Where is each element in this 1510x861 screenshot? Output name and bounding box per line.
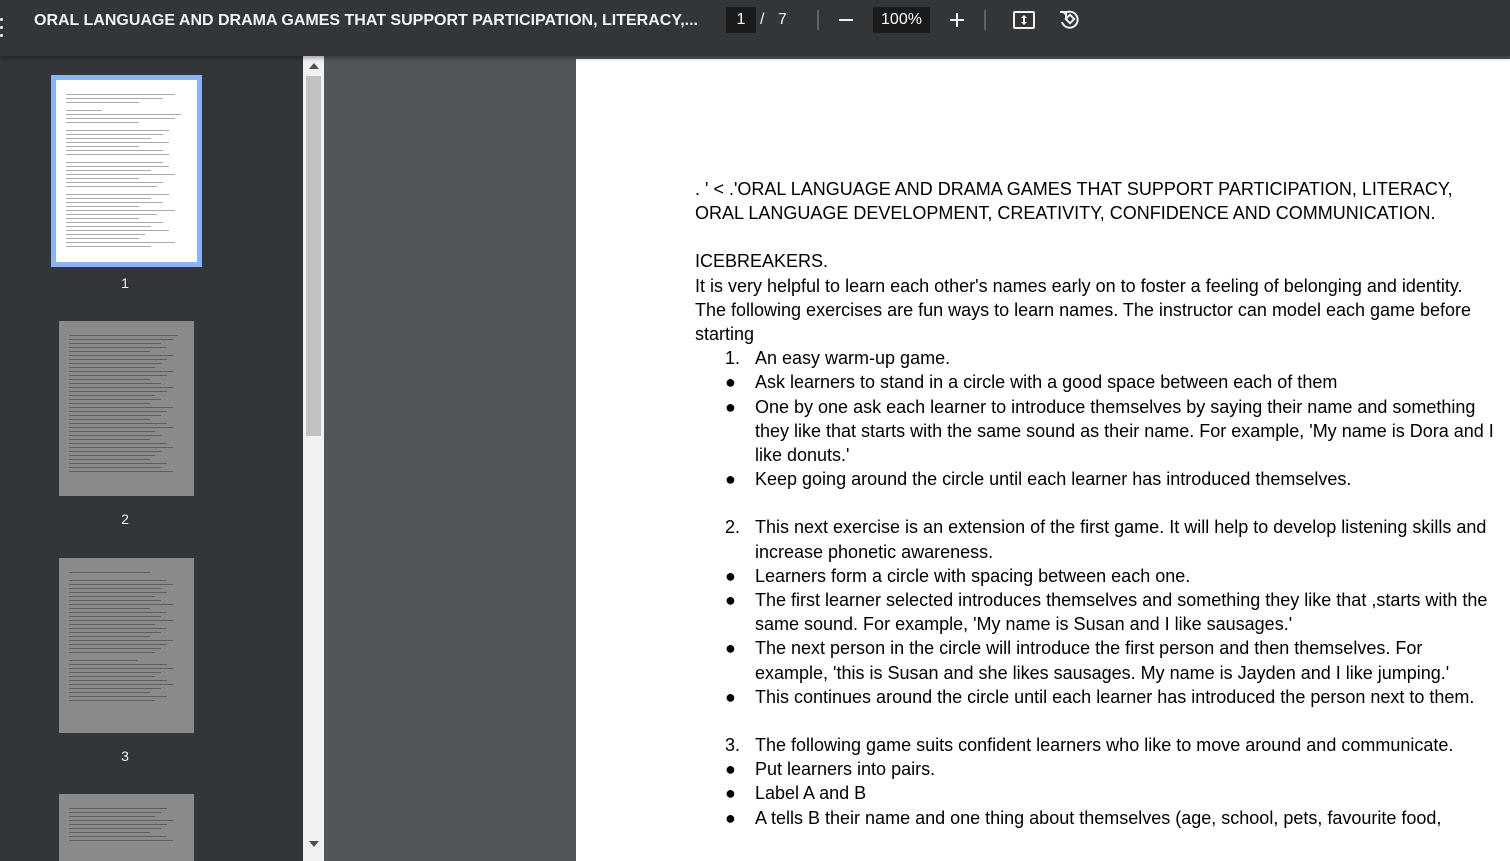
- thumbnail-text-line: [66, 102, 139, 103]
- thumbnail-label: 3: [121, 748, 129, 764]
- thumbnail-text-line: [66, 94, 175, 95]
- list-item-text: Label A and B: [755, 783, 867, 804]
- thumbnail-text-line: [69, 588, 161, 589]
- thumbnail-text-line: [69, 423, 167, 424]
- thumbnail-text-line: [66, 110, 102, 111]
- thumbnail-text-line: [69, 640, 173, 641]
- list-item-text: A tells B their name and one thing about themselves (age, school, pets, favourite food,: [755, 807, 1442, 828]
- thumbnail-text-line: [69, 824, 167, 825]
- bullet: ●: [725, 372, 736, 393]
- list-item: [695, 733, 1495, 757]
- thumbnail-text-line: [69, 668, 173, 669]
- thumbnail-text-line: [69, 415, 161, 416]
- list-item-text: The following game suits confident learners who like to move around and communicate.: [755, 735, 1454, 756]
- toolbar-divider: [817, 10, 819, 30]
- thumbnail-text-line: [69, 363, 161, 364]
- thumbnail-text-line: [69, 443, 167, 444]
- thumbnail-text-line: [69, 580, 167, 581]
- thumbnail-text-line: [69, 584, 173, 585]
- thumbnail-text-line: [66, 170, 151, 171]
- thumbnail-text-line: [69, 672, 161, 673]
- list-item: [695, 564, 1495, 588]
- thumbnail-text-line: [69, 692, 150, 693]
- thumbnail-text-line: [69, 371, 173, 372]
- total-pages: 7: [778, 11, 787, 28]
- thumbnail-text-line: [69, 447, 173, 448]
- list-number: 1.: [725, 348, 741, 369]
- thumbnail-text-line: [66, 246, 151, 247]
- list-item-text: This next exercise is an extension of the first game. It will help to develop listening skills and increase phonetic awareness.: [755, 517, 1487, 562]
- bullet: ●: [725, 590, 736, 611]
- page-thumbnail-4[interactable]: [59, 794, 194, 861]
- rotate-icon: [1057, 8, 1081, 32]
- thumbnail-text-line: [69, 463, 167, 464]
- zoom-in-button[interactable]: [941, 4, 973, 36]
- thumbnail-text-line: [69, 375, 167, 376]
- toolbar: [0, 0, 1510, 56]
- thumbnail-text-line: [66, 202, 163, 203]
- thumbnail-text-line: [66, 210, 175, 211]
- thumbnail-text-line: [66, 234, 145, 235]
- fit-page-button[interactable]: [1008, 4, 1040, 36]
- fit-page-icon: [1012, 8, 1036, 32]
- thumbnail-text-line: [66, 238, 139, 239]
- list-item-text: An easy warm-up game.: [755, 348, 951, 369]
- zoom-out-icon: [837, 11, 855, 29]
- scrollbar-thumb[interactable]: [306, 76, 321, 436]
- toolbar-divider: [984, 10, 986, 30]
- thumbnail-text-line: [69, 648, 161, 649]
- list-item: [695, 346, 1495, 370]
- thumbnail-text-line: [66, 130, 169, 131]
- thumbnail-text-line: [69, 808, 167, 809]
- thumbnail-text-line: [69, 632, 161, 633]
- thumbnail-text-line: [69, 840, 173, 841]
- thumbnail-text-line: [66, 154, 169, 155]
- sidebar-scrollbar[interactable]: [303, 56, 324, 861]
- thumbnail-text-line: [66, 222, 163, 223]
- thumbnail-text-line: [69, 395, 155, 396]
- page-number-input[interactable]: [726, 7, 756, 33]
- scroll-down-arrow-icon[interactable]: [309, 841, 319, 847]
- page-thumbnail-1[interactable]: [56, 80, 197, 262]
- thumbnail-label: 1: [121, 275, 129, 291]
- thumbnail-text-line: [69, 431, 155, 432]
- thumbnail-text-line: [66, 114, 181, 115]
- thumbnail-text-line: [69, 419, 150, 420]
- list-item: [695, 806, 1495, 830]
- list-item-text: Ask learners to stand in a circle with a good space between each of them: [755, 372, 1338, 393]
- thumbnail-text-line: [69, 387, 173, 388]
- list-item-text: Keep going around the circle until each learner has introduced themselves.: [755, 469, 1352, 490]
- zoom-out-button[interactable]: [830, 4, 862, 36]
- bullet: ●: [725, 759, 736, 780]
- thumbnail-text-line: [69, 347, 167, 348]
- list-item-text: The next person in the circle will introduce the first person and then themselves. For example, 'this is Susan and she likes sausages. My name is Jayden and I like jumping.': [755, 638, 1450, 683]
- thumbnail-text-line: [69, 700, 155, 701]
- scroll-up-arrow-icon[interactable]: [309, 63, 319, 69]
- thumbnail-text-line: [69, 604, 173, 605]
- bullet: ●: [725, 638, 736, 659]
- section-title: ICEBREAKERS.: [695, 251, 829, 272]
- thumbnail-text-line: [66, 162, 163, 163]
- thumbnail-text-line: [69, 351, 150, 352]
- thumbnail-sidebar: [0, 56, 324, 861]
- thumbnail-text-line: [66, 242, 175, 243]
- list-item: [695, 395, 1495, 468]
- thumbnail-text-line: [66, 118, 175, 119]
- thumbnail-text-line: [69, 596, 155, 597]
- thumbnail-text-line: [69, 399, 161, 400]
- list-item: [695, 467, 1495, 491]
- thumbnail-text-line: [69, 439, 150, 440]
- thumbnail-text-line: [69, 828, 161, 829]
- list-item: [695, 781, 1495, 805]
- thumbnail-text-line: [66, 178, 139, 179]
- game-list-3: [695, 733, 1495, 830]
- game-list-1: [695, 346, 1495, 491]
- page-separator: /: [760, 11, 765, 28]
- thumbnail-text-line: [66, 182, 163, 183]
- thumbnail-text-line: [69, 680, 167, 681]
- thumbnail-text-line: [69, 816, 155, 817]
- menu-icon[interactable]: [0, 10, 8, 46]
- thumbnail-text-line: [69, 572, 150, 573]
- thumbnail-text-line: [66, 214, 157, 215]
- thumbnail-text-line: [66, 146, 139, 147]
- bullet: ●: [725, 686, 736, 707]
- thumbnail-text-line: [69, 608, 150, 609]
- thumbnail-text-line: [66, 134, 163, 135]
- bullet: ●: [725, 469, 736, 490]
- thumbnail-text-line: [69, 383, 161, 384]
- thumbnail-text-line: [69, 696, 167, 697]
- bullet: ●: [725, 565, 736, 586]
- thumbnail-text-line: [69, 820, 173, 821]
- list-item-text: Learners form a circle with spacing between each one.: [755, 565, 1191, 586]
- thumbnail-text-line: [66, 142, 169, 143]
- thumbnail-text-line: [69, 427, 173, 428]
- thumbnail-text-line: [69, 616, 161, 617]
- thumbnail-text-line: [69, 467, 161, 468]
- list-item: [695, 588, 1495, 636]
- thumbnail-text-line: [66, 198, 151, 199]
- thumbnail-text-line: [69, 620, 173, 621]
- thumbnail-text-line: [69, 628, 167, 629]
- thumbnail-text-line: [66, 230, 169, 231]
- thumbnail-text-line: [69, 664, 167, 665]
- thumbnail-text-line: [66, 194, 169, 195]
- list-item-text: The first learner selected introduces themselves and something they like that ,starts with the same sound. For example, 'My name is Susan and I like sausages.': [755, 590, 1488, 635]
- thumbnail-text-line: [69, 455, 155, 456]
- bullet: ●: [725, 396, 736, 417]
- thumbnail-text-line: [69, 407, 173, 408]
- list-item-text: Put learners into pairs.: [755, 759, 936, 780]
- thumbnail-text-line: [69, 652, 155, 653]
- thumbnail-text-line: [69, 600, 161, 601]
- thumbnail-text-line: [69, 471, 173, 472]
- list-item: [695, 370, 1495, 394]
- thumbnail-text-line: [69, 367, 155, 368]
- thumbnail-text-line: [66, 206, 139, 207]
- rotate-button[interactable]: [1053, 4, 1085, 36]
- thumbnail-text-line: [69, 676, 155, 677]
- thumbnail-label: 2: [121, 511, 129, 527]
- list-item: [695, 685, 1495, 709]
- thumbnail-text-line: [69, 459, 150, 460]
- thumbnail-text-line: [69, 343, 161, 344]
- thumbnail-text-line: [66, 166, 169, 167]
- thumbnail-text-line: [66, 186, 157, 187]
- page-thumbnail-2[interactable]: [59, 321, 194, 496]
- thumbnail-text-line: [69, 379, 150, 380]
- thumbnail-text-line: [69, 624, 155, 625]
- thumbnail-text-line: [69, 359, 167, 360]
- bullet: ●: [725, 807, 736, 828]
- thumbnail-text-line: [69, 832, 150, 833]
- document-content: [695, 177, 1495, 830]
- list-number: 2.: [725, 517, 741, 538]
- game-list-2: [695, 515, 1495, 709]
- thumbnail-text-line: [69, 355, 173, 356]
- thumbnail-text-line: [69, 411, 167, 412]
- list-item: [695, 636, 1495, 684]
- thumbnail-text-line: [66, 138, 151, 139]
- thumbnail-text-line: [69, 612, 167, 613]
- thumbnail-text-line: [66, 122, 139, 123]
- thumbnail-text-line: [66, 98, 163, 99]
- list-item-text: This continues around the circle until each learner has introduced the person next to them.: [755, 686, 1475, 707]
- thumbnail-text-line: [69, 592, 167, 593]
- document-title: ORAL LANGUAGE AND DRAMA GAMES THAT SUPPORT PARTICIPATION, LITERACY,...: [34, 12, 698, 29]
- thumbnail-text-line: [69, 403, 150, 404]
- thumbnail-text-line: [69, 684, 173, 685]
- thumbnail-text-line: [66, 226, 151, 227]
- bullet: ●: [725, 783, 736, 804]
- list-item-text: One by one ask each learner to introduce themselves by saying their name and something they like that starts with the same sound as their name. For example, 'My name is Dora and I like donuts.': [755, 396, 1494, 466]
- list-item: [695, 757, 1495, 781]
- thumbnail-text-line: [66, 150, 163, 151]
- zoom-level-input[interactable]: [873, 7, 930, 33]
- thumbnail-text-line: [69, 836, 167, 837]
- thumbnail-text-line: [69, 660, 138, 661]
- thumbnail-text-line: [69, 644, 167, 645]
- intro-paragraph: It is very helpful to learn each other's names early on to foster a feeling of belonging and identity. The following exercises are fun ways to learn names. The instructor can model each game before starting: [695, 275, 1472, 345]
- thumbnail-text-line: [69, 636, 150, 637]
- page-thumbnail-3[interactable]: [59, 558, 194, 733]
- thumbnail-text-line: [69, 435, 161, 436]
- zoom-in-icon: [948, 11, 966, 29]
- thumbnail-text-line: [69, 339, 173, 340]
- thumbnail-text-line: [66, 174, 175, 175]
- list-number: 3.: [725, 735, 741, 756]
- document-heading: . ' < .'ORAL LANGUAGE AND DRAMA GAMES THAT SUPPORT PARTICIPATION, LITERACY, ORAL LANGUAGE DEVELOPMENT, CREATIVITY, CONFIDENCE AND COMMUNICATION.: [695, 179, 1453, 224]
- thumbnail-text-line: [66, 218, 139, 219]
- thumbnail-text-line: [69, 391, 167, 392]
- thumbnail-text-line: [69, 335, 178, 336]
- thumbnail-text-line: [69, 451, 161, 452]
- thumbnail-text-line: [69, 812, 161, 813]
- document-page: [576, 59, 1510, 861]
- list-item: [695, 515, 1495, 563]
- thumbnail-text-line: [69, 688, 161, 689]
